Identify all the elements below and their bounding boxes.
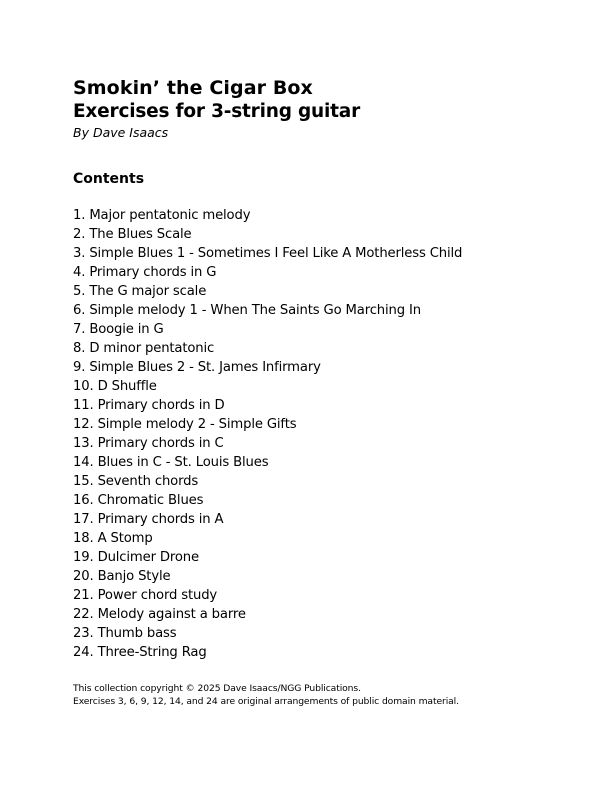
toc-item: 18. A Stomp (73, 531, 153, 546)
toc-item: 20. Banjo Style (73, 569, 171, 584)
toc-item: 4. Primary chords in G (73, 265, 217, 280)
toc-item: 21. Power chord study (73, 588, 218, 603)
toc-item: 24. Three-String Rag (73, 645, 207, 660)
document-title: Smokin’ the Cigar Box (73, 77, 313, 99)
toc-item: 22. Melody against a barre (73, 607, 246, 622)
table-of-contents (73, 206, 462, 662)
toc-item: 5. The G major scale (73, 284, 207, 299)
author-line: By Dave Isaacs (73, 125, 169, 140)
toc-item: 11. Primary chords in D (73, 398, 225, 413)
toc-item: 2. The Blues Scale (73, 227, 192, 242)
toc-item: 7. Boogie in G (73, 322, 164, 337)
toc-item: 12. Simple melody 2 - Simple Gifts (73, 417, 297, 432)
toc-item: 1. Major pentatonic melody (73, 208, 251, 223)
toc-item: 15. Seventh chords (73, 474, 199, 489)
copyright-line: This collection copyright © 2025 Dave Isaacs/NGG Publications. (73, 683, 361, 694)
toc-item: 10. D Shuffle (73, 379, 157, 394)
toc-item: 9. Simple Blues 2 - St. James Infirmary (73, 360, 321, 375)
toc-item: 23. Thumb bass (73, 626, 177, 641)
toc-item: 13. Primary chords in C (73, 436, 224, 451)
contents-heading: Contents (73, 171, 145, 187)
toc-item: 17. Primary chords in A (73, 512, 224, 527)
toc-item: 14. Blues in C - St. Louis Blues (73, 455, 269, 470)
toc-item: 16. Chromatic Blues (73, 493, 204, 508)
toc-item: 19. Dulcimer Drone (73, 550, 199, 565)
document-page (73, 76, 593, 707)
toc-item: 8. D minor pentatonic (73, 341, 215, 356)
toc-item: 6. Simple melody 1 - When The Saints Go Marching In (73, 303, 421, 318)
toc-item: 3. Simple Blues 1 - Sometimes I Feel Like A Motherless Child (73, 246, 463, 261)
public-domain-note: Exercises 3, 6, 9, 12, 14, and 24 are original arrangements of public domain material. (73, 696, 459, 707)
copyright-footer (73, 682, 459, 708)
document-subtitle: Exercises for 3-string guitar (73, 101, 361, 122)
